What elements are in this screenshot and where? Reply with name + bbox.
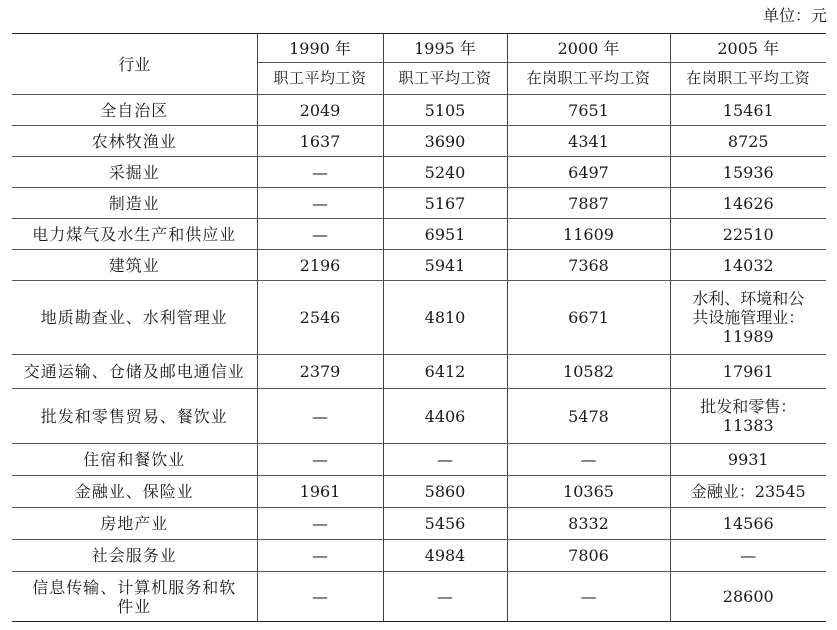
table-row xyxy=(12,355,826,389)
row-industry-line: 件业 xyxy=(117,596,152,616)
cell-1995: 5105 xyxy=(383,95,507,126)
cell-2000: 7806 xyxy=(507,540,670,572)
cell-2005: 14626 xyxy=(670,188,826,219)
cell-1990: — xyxy=(257,572,383,622)
cell-1995: 5860 xyxy=(383,476,507,508)
cell-2005-line: 水利、环境和公 xyxy=(692,289,805,308)
row-industry: 建筑业 xyxy=(12,250,257,281)
cell-2000: 7368 xyxy=(507,250,670,281)
table-row xyxy=(12,389,826,444)
table-row xyxy=(12,444,826,476)
wage-table xyxy=(12,33,826,622)
cell-2000: 4341 xyxy=(507,126,670,157)
subheader-1990: 职工平均工资 xyxy=(257,63,383,95)
cell-1990: 2049 xyxy=(257,95,383,126)
cell-1995: 6951 xyxy=(383,219,507,250)
table-row xyxy=(12,281,826,355)
row-industry: 农林牧渔业 xyxy=(12,126,257,157)
cell-1995: 3690 xyxy=(383,126,507,157)
cell-2000: — xyxy=(507,444,670,476)
header-year-2005: 2005 年 xyxy=(670,34,826,63)
cell-1990: — xyxy=(257,188,383,219)
cell-1990: — xyxy=(257,444,383,476)
row-industry: 制造业 xyxy=(12,188,257,219)
cell-2000: 10365 xyxy=(507,476,670,508)
cell-1995: 4406 xyxy=(383,389,507,444)
table-row xyxy=(12,572,826,622)
cell-1990: — xyxy=(257,219,383,250)
header-year-1990: 1990 年 xyxy=(257,34,383,63)
cell-2000: 11609 xyxy=(507,219,670,250)
cell-1995: 5941 xyxy=(383,250,507,281)
cell-2005: 14032 xyxy=(670,250,826,281)
row-industry: 电力煤气及水生产和供应业 xyxy=(12,219,257,250)
cell-2000: 8332 xyxy=(507,508,670,540)
cell-2000: — xyxy=(507,572,670,622)
cell-2005: 28600 xyxy=(670,572,826,622)
subheader-1995: 职工平均工资 xyxy=(383,63,507,95)
cell-2005: 9931 xyxy=(670,444,826,476)
row-industry: 全自治区 xyxy=(12,95,257,126)
cell-1990: 1961 xyxy=(257,476,383,508)
subheader-2000: 在岗职工平均工资 xyxy=(507,63,670,95)
cell-1995: 4810 xyxy=(383,281,507,355)
row-industry xyxy=(12,572,257,622)
cell-2005: 22510 xyxy=(670,219,826,250)
row-industry: 住宿和餐饮业 xyxy=(12,444,257,476)
cell-1990: — xyxy=(257,157,383,188)
cell-2005: — xyxy=(670,540,826,572)
cell-2005 xyxy=(670,389,826,444)
row-industry: 地质勘查业、水利管理业 xyxy=(12,281,257,355)
row-industry: 社会服务业 xyxy=(12,540,257,572)
cell-2000: 7887 xyxy=(507,188,670,219)
row-industry: 交通运输、仓储及邮电通信业 xyxy=(12,355,257,389)
table-row xyxy=(12,508,826,540)
table-row xyxy=(12,157,826,188)
cell-1990: 1637 xyxy=(257,126,383,157)
cell-2005: 15936 xyxy=(670,157,826,188)
cell-2005: 金融业：23545 xyxy=(670,476,826,508)
cell-1995: — xyxy=(383,572,507,622)
table-row xyxy=(12,126,826,157)
cell-2005-line: 共设施管理业： xyxy=(692,308,805,327)
cell-1990: — xyxy=(257,540,383,572)
cell-1990: 2379 xyxy=(257,355,383,389)
table-row xyxy=(12,95,826,126)
cell-2005-line: 批发和零售： xyxy=(700,397,797,416)
cell-2000: 10582 xyxy=(507,355,670,389)
cell-1995: 5456 xyxy=(383,508,507,540)
table-row xyxy=(12,476,826,508)
cell-2000: 5478 xyxy=(507,389,670,444)
table-row xyxy=(12,219,826,250)
cell-1995: 5240 xyxy=(383,157,507,188)
cell-1995: 5167 xyxy=(383,188,507,219)
cell-1990: — xyxy=(257,389,383,444)
table-row xyxy=(12,540,826,572)
cell-1995: 6412 xyxy=(383,355,507,389)
cell-2005-line: 11383 xyxy=(722,416,774,435)
row-industry: 采掘业 xyxy=(12,157,257,188)
cell-2000: 6497 xyxy=(507,157,670,188)
cell-2005: 15461 xyxy=(670,95,826,126)
header-year-1995: 1995 年 xyxy=(383,34,507,63)
cell-2005: 17961 xyxy=(670,355,826,389)
cell-1990: 2546 xyxy=(257,281,383,355)
cell-1995: — xyxy=(383,444,507,476)
cell-2005: 8725 xyxy=(670,126,826,157)
subheader-2005: 在岗职工平均工资 xyxy=(670,63,826,95)
cell-2005: 14566 xyxy=(670,508,826,540)
cell-2005 xyxy=(670,281,826,355)
cell-2000: 6671 xyxy=(507,281,670,355)
row-industry: 房地产业 xyxy=(12,508,257,540)
cell-1990: — xyxy=(257,508,383,540)
cell-2000: 7651 xyxy=(507,95,670,126)
table-row xyxy=(12,250,826,281)
header-industry: 行业 xyxy=(12,34,257,95)
row-industry-line: 信息传输、计算机服务和软 xyxy=(32,577,237,597)
row-industry: 金融业、保险业 xyxy=(12,476,257,508)
row-industry: 批发和零售贸易、餐饮业 xyxy=(12,389,257,444)
cell-1990: 2196 xyxy=(257,250,383,281)
cell-2005-line: 11989 xyxy=(722,327,774,346)
table-row xyxy=(12,188,826,219)
unit-label: 单位：元 xyxy=(762,6,827,25)
cell-1995: 4984 xyxy=(383,540,507,572)
header-year-2000: 2000 年 xyxy=(507,34,670,63)
